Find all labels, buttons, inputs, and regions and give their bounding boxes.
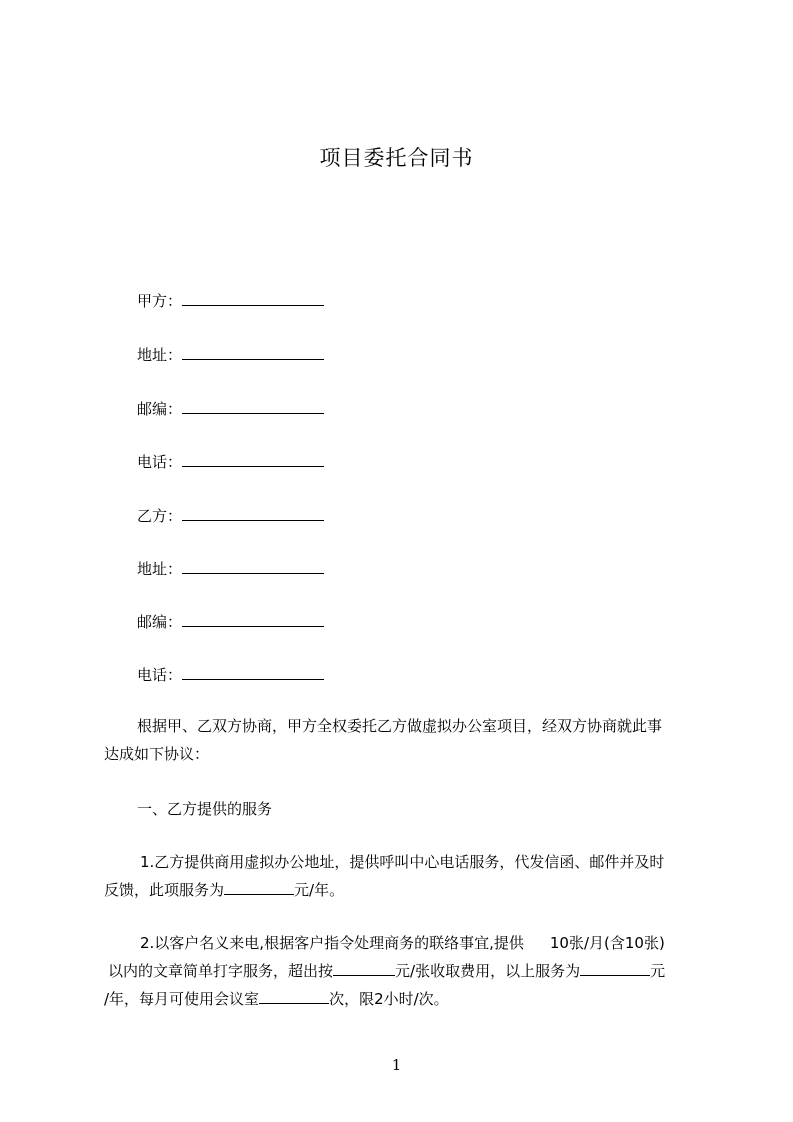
field-label: 电话： xyxy=(137,453,183,471)
field-label: 地址： xyxy=(137,346,183,364)
party-b-name-field xyxy=(137,506,324,526)
per-sheet-fee-blank[interactable] xyxy=(333,961,395,976)
clause-2-text-e: 元 xyxy=(650,962,666,980)
meeting-room-count-blank[interactable] xyxy=(259,989,329,1004)
section-1-heading-text: 一、乙方提供的服务 xyxy=(137,800,273,818)
clause-1-text-a: 反馈，此项服务为 xyxy=(104,881,225,899)
clause-2-line-2 xyxy=(104,957,708,985)
clause-1-text-b: 元/年。 xyxy=(294,881,345,899)
party-b-name-blank[interactable] xyxy=(182,507,324,521)
party-b-address-field xyxy=(137,559,324,579)
party-a-name-blank[interactable] xyxy=(182,292,324,306)
party-a-phone-field xyxy=(137,452,324,472)
party-b-postcode-blank[interactable] xyxy=(182,613,324,627)
section-1-heading xyxy=(137,795,741,823)
clause-1-line-2 xyxy=(104,876,708,904)
party-b-address-blank[interactable] xyxy=(182,560,324,574)
clause-2-line-1 xyxy=(104,929,708,957)
intro-paragraph xyxy=(104,712,708,768)
intro-line-2: 达成如下协议： xyxy=(104,745,210,763)
clause-2 xyxy=(104,929,708,1013)
annual-fee-blank[interactable] xyxy=(224,880,294,895)
field-label: 邮编： xyxy=(137,613,183,631)
party-b-phone-blank[interactable] xyxy=(182,666,324,680)
clause-2-text-a: 2.以客户名义来电,根据客户指令处理商务的联络事宜,提供 xyxy=(140,934,524,952)
field-label: 地址： xyxy=(137,560,183,578)
party-a-address-blank[interactable] xyxy=(182,346,324,360)
clause-2-text-d: 元/张收取费用，以上服务为 xyxy=(395,962,581,980)
page-number: 1 xyxy=(391,1056,402,1074)
document-title: 项目委托合同书 xyxy=(319,146,474,170)
clause-2-text-c: 以内的文章简单打字服务，超出按 xyxy=(108,962,334,980)
party-b-phone-field xyxy=(137,665,324,685)
field-label: 邮编： xyxy=(137,400,183,418)
service-fee-blank[interactable] xyxy=(580,961,650,976)
party-b-postcode-field xyxy=(137,612,324,632)
party-a-phone-blank[interactable] xyxy=(182,453,324,467)
clause-1 xyxy=(104,848,708,904)
party-a-name-field xyxy=(137,291,324,311)
clause-1-line-1: 1.乙方提供商用虚拟办公地址，提供呼叫中心电话服务，代发信函、邮件并及时 xyxy=(140,853,665,871)
intro-line-1: 根据甲、乙双方协商，甲方全权委托乙方做虚拟办公室项目，经双方协商就此事 xyxy=(137,717,663,735)
field-label: 甲方： xyxy=(137,292,183,310)
field-label: 乙方： xyxy=(137,507,183,525)
party-a-postcode-field xyxy=(137,399,324,419)
clause-2-text-g: 次，限2小时/次。 xyxy=(329,990,449,1008)
clause-2-text-f: /年，每月可使用会议室 xyxy=(104,990,260,1008)
clause-2-text-b: 10张/月(含10张) xyxy=(549,934,665,952)
field-label: 电话： xyxy=(137,666,183,684)
party-a-address-field xyxy=(137,345,324,365)
party-a-postcode-blank[interactable] xyxy=(182,400,324,414)
clause-2-line-3 xyxy=(104,985,708,1013)
